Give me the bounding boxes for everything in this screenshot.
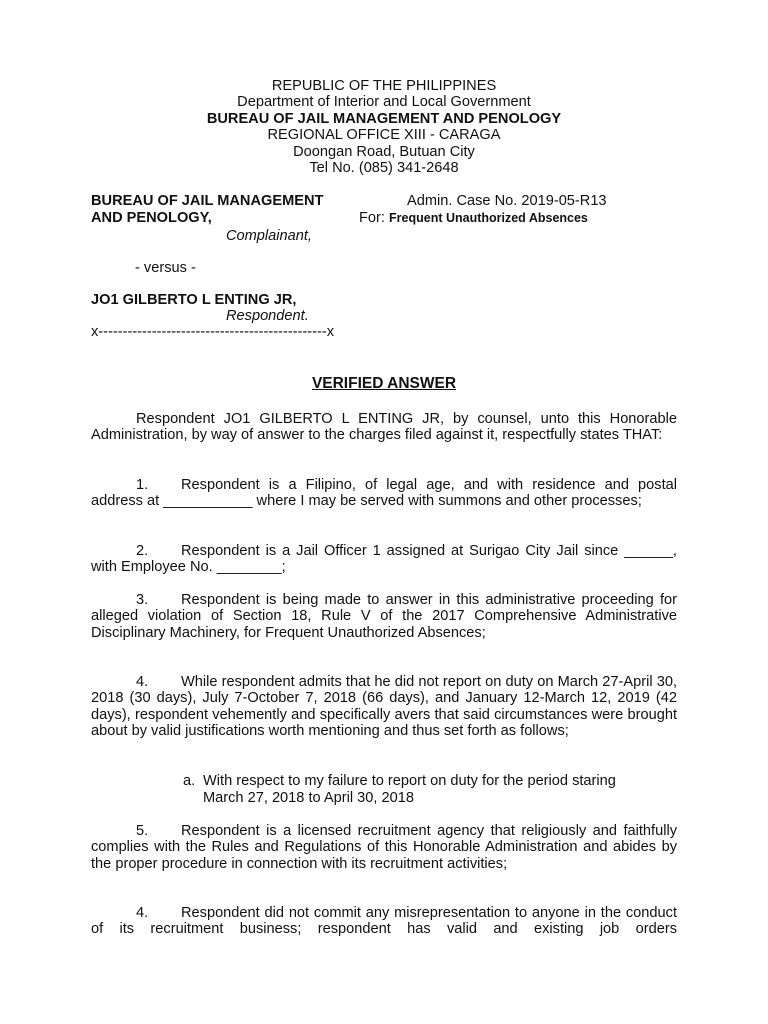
header-regional-office: REGIONAL OFFICE XIII - CARAGA: [267, 127, 501, 144]
complainant-role: Complainant,: [226, 228, 312, 244]
header-bureau: BUREAU OF JAIL MANAGEMENT AND PENOLOGY: [206, 110, 562, 127]
complainant-name-line1: BUREAU OF JAIL MANAGEMENT: [91, 193, 324, 209]
header-republic: REPUBLIC OF THE PHILIPPINES: [271, 78, 497, 94]
document-title: VERIFIED ANSWER: [311, 375, 457, 392]
paragraph-5: [91, 823, 677, 872]
intro-paragraph: Respondent JO1 GILBERTO L ENTING JR, by counsel, unto this Honorable Administration, by way of answer to the charges filed against it, respectfully states THAT:: [91, 411, 677, 444]
paragraph-1-text: Respondent is a Filipino, of legal age, and with residence and postal address at ___________ where I may be served with summons and other processes;: [91, 477, 677, 510]
case-for-label: For:: [359, 210, 385, 226]
paragraph-2-text: Respondent is a Jail Officer 1 assigned at Surigao City Jail since ______, with Employee No. ________;: [91, 543, 677, 576]
caption-separator: x-----------------------------------------------x: [91, 324, 335, 340]
paragraph-5-text: Respondent is a licensed recruitment agency that religiously and faithfully complies with the Rules and Regulations of this Honorable Administration and abides by the proper procedure in connection with its recruitment activities;: [91, 823, 677, 872]
paragraph-1-number: 1.: [136, 477, 149, 493]
case-for: [359, 210, 588, 226]
letterhead: [0, 78, 768, 176]
paragraph-6: [91, 905, 677, 938]
header-address: Doongan Road, Butuan City: [293, 143, 475, 160]
paragraph-4-text: While respondent admits that he did not report on duty on March 27-April 30, 2018 (30 days), July 7-October 7, 2018 (66 days), and January 12-March 12, 2019 (42 days), respondent vehemently and specifically avers that said circumstances were brought about by valid justifications worth mentioning and thus set forth as follows;: [91, 674, 677, 740]
paragraph-5-number: 5.: [136, 823, 149, 839]
versus-label: - versus -: [135, 260, 196, 276]
paragraph-3: [91, 592, 677, 641]
case-number: Admin. Case No. 2019-05-R13: [407, 193, 607, 209]
paragraph-4: [91, 674, 677, 740]
paragraph-3-text: Respondent is being made to answer in this administrative proceeding for alleged violation of Section 18, Rule V of the 2017 Comprehensive Administrative Disciplinary Machinery, for Frequent Unauthorized Absences;: [91, 592, 677, 641]
paragraph-4-number: 4.: [136, 674, 149, 690]
sub-item-a-label: a.: [183, 773, 196, 789]
header-telephone: Tel No. (085) 341-2648: [309, 160, 459, 177]
paragraph-6-number: 4.: [136, 905, 149, 921]
case-for-value: Frequent Unauthorized Absences: [389, 211, 588, 225]
respondent-name: JO1 GILBERTO L ENTING JR,: [91, 292, 297, 308]
sub-item-a-line2: March 27, 2018 to April 30, 2018: [203, 790, 414, 806]
header-department: Department of Interior and Local Government: [237, 94, 531, 111]
respondent-role: Respondent.: [226, 308, 309, 324]
paragraph-3-number: 3.: [136, 592, 149, 608]
paragraph-1: [91, 477, 677, 510]
paragraph-2-number: 2.: [136, 543, 149, 559]
sub-item-a-line1: With respect to my failure to report on duty for the period staring: [203, 773, 616, 789]
paragraph-6-text: Respondent did not commit any misrepresentation to anyone in the conduct of its recruitment business; respondent has valid and existing job orders: [91, 905, 677, 938]
complainant-name-line2: AND PENOLOGY,: [91, 210, 212, 226]
paragraph-2: [91, 543, 677, 576]
